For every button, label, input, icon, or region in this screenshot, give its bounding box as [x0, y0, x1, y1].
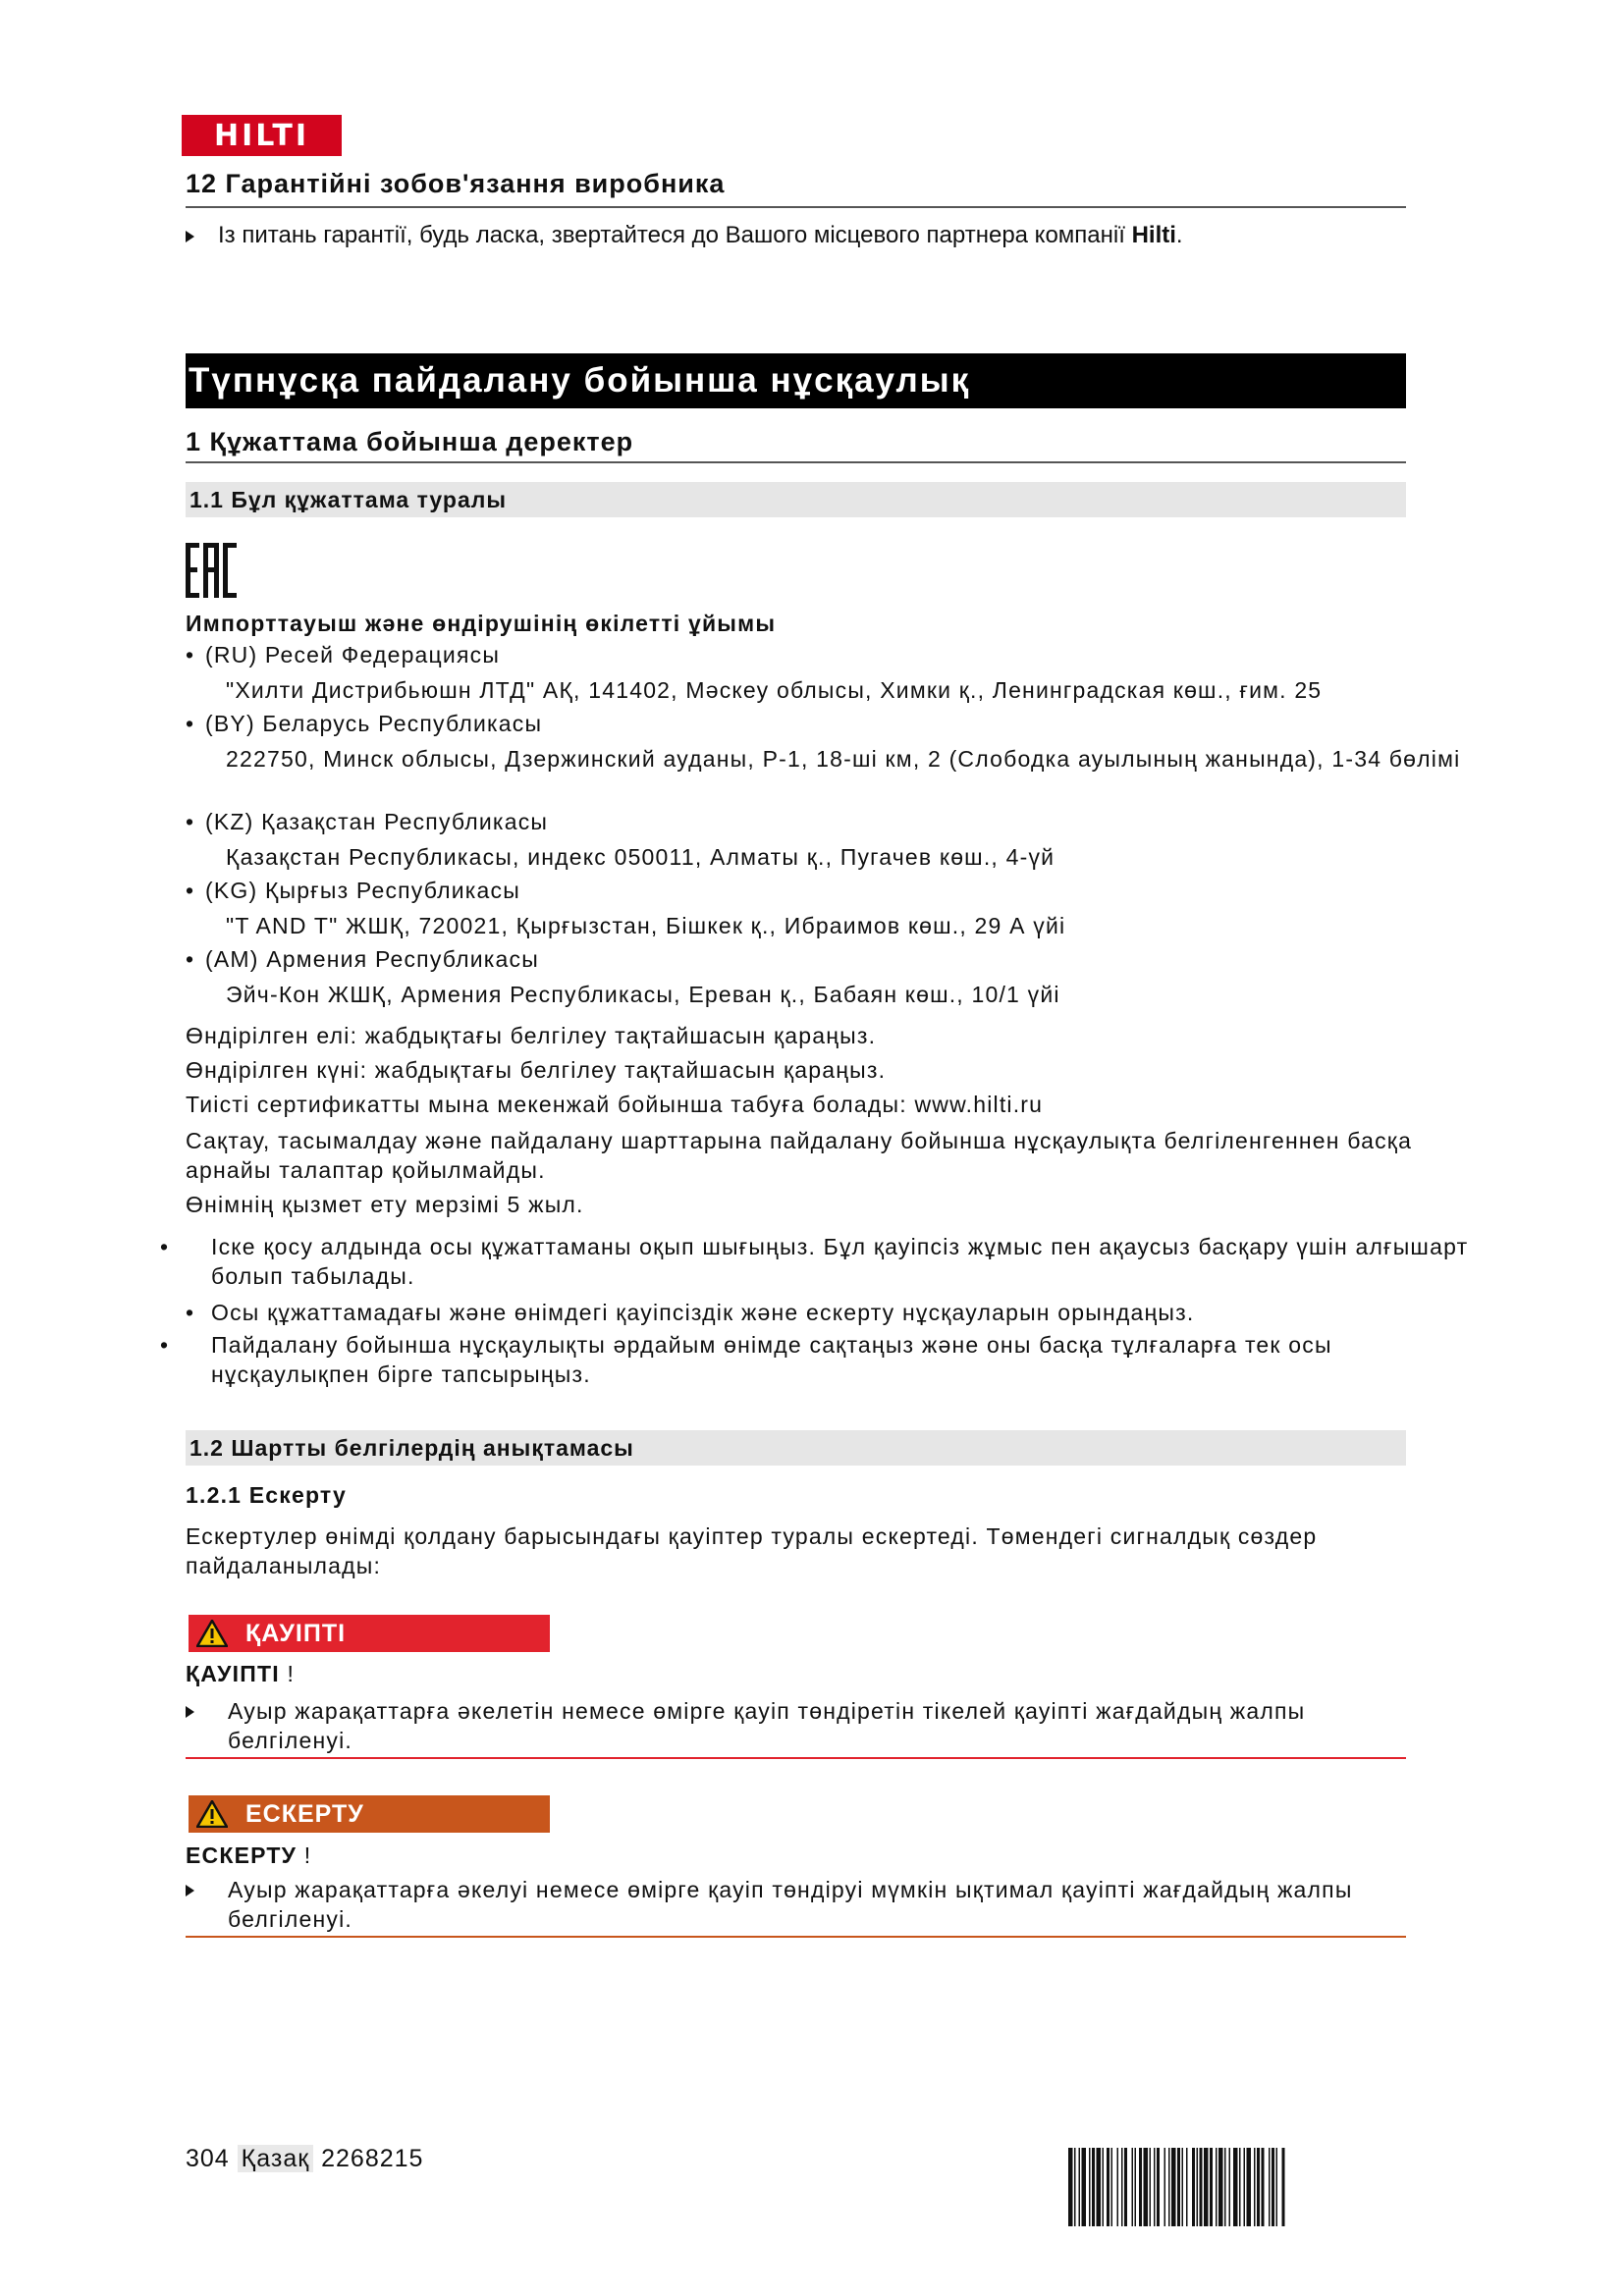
- section-1-2-1-heading: 1.2.1 Ескерту: [186, 1482, 347, 1508]
- barcode-bar: [1204, 2148, 1209, 2226]
- barcode-bar: [1269, 2148, 1271, 2226]
- warning-description: Ауыр жарақаттарға әкелуі немесе өмірге қауіп төндіруі мүмкін ықтимал қауіпті жағдайдың жалпы белгіленуі.: [186, 1875, 1406, 1934]
- address-by: 222750, Минск облысы, Дзержинский ауданы, Р-1, 18-ші км, 2 (Слободка ауылының жанында), 1-34 бөлімі: [226, 746, 1461, 772]
- barcode-bar: [1139, 2148, 1142, 2226]
- document-code: 2268215: [321, 2145, 424, 2172]
- section-1-1-heading: 1.1 Бұл құжаттама туралы: [186, 482, 1406, 517]
- danger-badge: ҚАУІПТІ: [189, 1615, 550, 1652]
- barcode-bar: [1192, 2148, 1195, 2226]
- barcode-bar: [1092, 2148, 1095, 2226]
- barcode-bar: [1154, 2148, 1156, 2226]
- instruction-bullet-2: • Осы құжаттамадағы және өнімдегі қауіпсіздік және ескерту нұсқауларын орындаңыз.: [186, 1300, 1195, 1325]
- barcode-bar: [1276, 2148, 1278, 2226]
- certificate-info: Тиісті сертификатты мына мекенжай бойынша табуға болады: www.hilti.ru: [186, 1092, 1044, 1117]
- barcode-bar: [1097, 2148, 1102, 2226]
- country-kz: • (KZ) Қазақстан Республикасы: [186, 809, 549, 834]
- country-am: • (AM) Армения Республикасы: [186, 946, 539, 972]
- section-12-rule: [186, 206, 1406, 208]
- barcode-bar: [1103, 2148, 1105, 2226]
- warnings-intro: Ескертулер өнімді қолдану барысындағы қауіптер туралы ескертеді. Төмендегі сигналдық сөздер пайдаланылады:: [186, 1523, 1318, 1578]
- danger-rule: [186, 1757, 1406, 1759]
- warning-badge: ЕСКЕРТУ: [189, 1795, 550, 1833]
- section-12-heading: 12 Гарантійні зобов'язання виробника: [186, 169, 726, 198]
- brand-name: Hilti: [1131, 222, 1176, 248]
- barcode-bar: [1272, 2148, 1274, 2226]
- section-12-bullet: Із питань гарантії, будь ласка, звертайтеся до Вашого місцевого партнера компанії Hilti.: [186, 220, 1406, 251]
- barcode-bar: [1257, 2148, 1260, 2226]
- country-kg: • (KG) Қырғыз Республикасы: [186, 878, 520, 903]
- barcode-bar: [1121, 2148, 1123, 2226]
- address-kz: Қазақстан Республикасы, индекс 050011, Алматы қ., Пугачев көш., 4-үй: [226, 844, 1056, 870]
- danger-title: ҚАУІПТІ !: [186, 1661, 296, 1686]
- storage-conditions: Сақтау, тасымалдау және пайдалану шарттарына пайдалану бойынша нұсқаулықта белгіленгеннен басқа арнайы талаптар қойылмайды.: [186, 1128, 1413, 1183]
- barcode: [1068, 2148, 1407, 2226]
- language-label: Қазақ: [238, 2145, 314, 2172]
- barcode-bar: [1216, 2148, 1218, 2226]
- page-number: 304: [186, 2145, 230, 2172]
- bullet-arrow-icon: [186, 1706, 194, 1718]
- section-1-2-heading: 1.2 Шартты белгілердің анықтамасы: [186, 1430, 1406, 1466]
- page-footer: [186, 2145, 423, 2173]
- barcode-bar: [1171, 2148, 1176, 2226]
- barcode-bar: [1157, 2148, 1160, 2226]
- barcode-bar: [1079, 2148, 1081, 2226]
- importer-heading: Импорттауыш және өндірушінің өкілетті ұйымы: [186, 611, 777, 636]
- barcode-bar: [1186, 2148, 1188, 2226]
- barcode-bar: [1229, 2148, 1231, 2226]
- barcode-bar: [1197, 2148, 1199, 2226]
- barcode-bar: [1210, 2148, 1213, 2226]
- barcode-bar: [1282, 2148, 1285, 2226]
- barcode-bar: [1224, 2148, 1226, 2226]
- instruction-bullet-3: • Пайдалану бойынша нұсқаулықты әрдайым өнімде сақтаңыз және оны басқа тұлғаларға тек осы нұсқаулықпен бірге тапсырыңыз.: [160, 1332, 1332, 1387]
- barcode-bar: [1150, 2148, 1152, 2226]
- barcode-bar: [1200, 2148, 1203, 2226]
- barcode-bar: [1132, 2148, 1134, 2226]
- barcode-bar: [1177, 2148, 1180, 2226]
- country-by: • (BY) Беларусь Республикасы: [186, 711, 543, 736]
- barcode-bar: [1182, 2148, 1184, 2226]
- barcode-bar: [1135, 2148, 1137, 2226]
- barcode-bar: [1082, 2148, 1087, 2226]
- barcode-bar: [1254, 2148, 1256, 2226]
- barcode-bar: [1247, 2148, 1252, 2226]
- section-1-rule: [186, 461, 1406, 463]
- production-date: Өндірілген күні: жабдықтағы белгілеу тақтайшасын қараңыз.: [186, 1057, 887, 1083]
- barcode-bar: [1107, 2148, 1110, 2226]
- barcode-bar: [1111, 2148, 1113, 2226]
- warning-triangle-icon: [196, 1620, 228, 1647]
- country-ru: • (RU) Ресей Федерациясы: [186, 642, 501, 667]
- eac-mark-icon: [186, 543, 237, 598]
- address-ru: "Хилти Дистрибьюшн ЛТД" АҚ, 141402, Мәскеу облысы, Химки қ., Ленинградская көш., ғим. 25: [226, 677, 1323, 703]
- barcode-bar: [1239, 2148, 1241, 2226]
- barcode-bar: [1089, 2148, 1091, 2226]
- barcode-bar: [1124, 2148, 1127, 2226]
- barcode-bar: [1262, 2148, 1265, 2226]
- barcode-bar: [1244, 2148, 1246, 2226]
- barcode-bar: [1168, 2148, 1170, 2226]
- hilti-logo: HILTI: [182, 115, 342, 156]
- origin-country: Өндірілген елі: жабдықтағы белгілеу тақтайшасын қараңыз.: [186, 1023, 877, 1048]
- bullet-arrow-icon: [186, 231, 194, 242]
- address-kg: "T AND T" ЖШҚ, 720021, Қырғызстан, Бішкек қ., Ибраимов көш., 29 А үйі: [226, 913, 1066, 938]
- danger-description: Ауыр жарақаттарға әкелетін немесе өмірге қауіп төндіретін тікелей қауіпті жағдайдың жалпы белгіленуі.: [186, 1696, 1406, 1755]
- document-title-banner: Түпнұсқа пайдалану бойынша нұсқаулық: [186, 353, 1406, 408]
- warning-title: ЕСКЕРТУ !: [186, 1842, 312, 1868]
- barcode-bar: [1233, 2148, 1238, 2226]
- barcode-bar: [1164, 2148, 1166, 2226]
- barcode-bar: [1117, 2148, 1119, 2226]
- bullet-arrow-icon: [186, 1885, 194, 1896]
- address-am: Эйч-Кон ЖШҚ, Армения Республикасы, Ереван қ., Бабаян көш., 10/1 үйі: [226, 982, 1060, 1007]
- service-life: Өнімнің қызмет ету мерзімі 5 жыл.: [186, 1192, 584, 1217]
- barcode-bar: [1218, 2148, 1223, 2226]
- warning-triangle-icon: [196, 1800, 228, 1828]
- barcode-bar: [1074, 2148, 1076, 2226]
- instruction-bullet-1: • Іске қосу алдында осы құжаттаманы оқып шығыңыз. Бұл қауіпсіз жұмыс пен ақаусыз басқару үшін алғышарт болып табылады.: [160, 1234, 1469, 1289]
- warning-rule: [186, 1936, 1406, 1938]
- barcode-bar: [1068, 2148, 1073, 2226]
- barcode-bar: [1144, 2148, 1149, 2226]
- section-1-heading: 1 Құжаттама бойынша деректер: [186, 427, 634, 456]
